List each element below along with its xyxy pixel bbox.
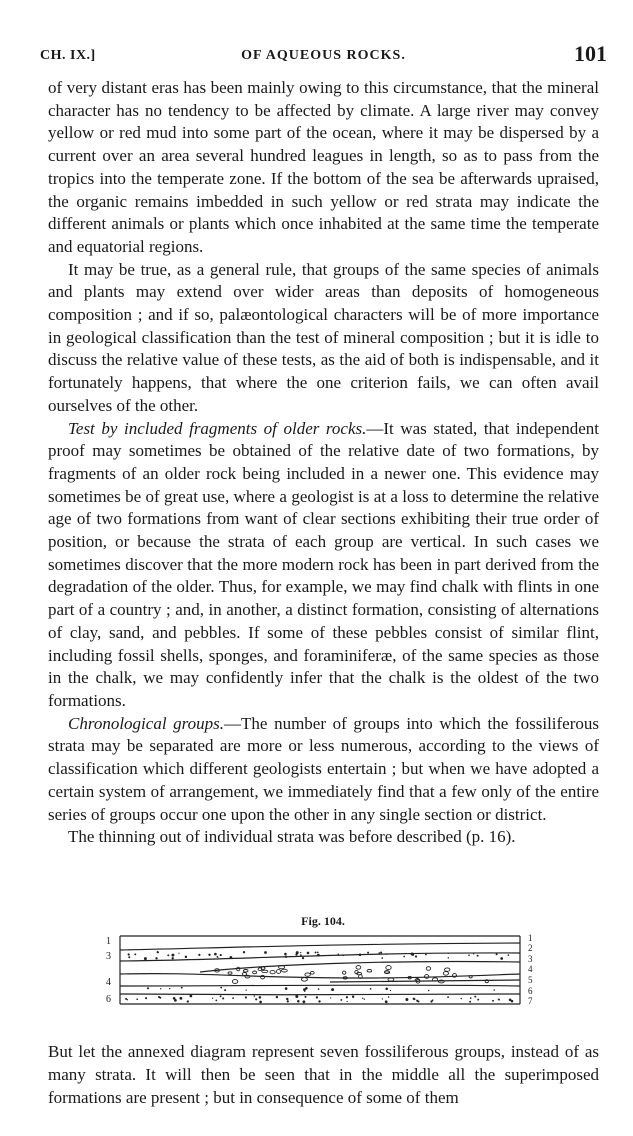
right-stratum-label: 1 bbox=[528, 934, 533, 943]
sediment-dot bbox=[302, 957, 304, 959]
stratum-boundary bbox=[120, 985, 520, 986]
pebble bbox=[243, 970, 248, 973]
running-title: OF AQUEOUS ROCKS. bbox=[241, 48, 406, 63]
stratum-boundary bbox=[120, 974, 520, 978]
stratum-boundary bbox=[330, 980, 520, 982]
sediment-dot bbox=[307, 952, 310, 955]
stratum-boundary bbox=[120, 943, 520, 950]
sediment-dot bbox=[134, 953, 136, 955]
pebble bbox=[438, 980, 444, 983]
sediment-dot bbox=[295, 954, 297, 956]
body-text bbox=[48, 77, 599, 849]
right-stratum-label: 3 bbox=[528, 954, 533, 964]
figure-caption: Fig. 104. bbox=[301, 914, 345, 928]
sediment-dot bbox=[382, 998, 383, 999]
sediment-dot bbox=[303, 1000, 306, 1003]
sediment-dot bbox=[287, 1000, 289, 1002]
sediment-dot bbox=[169, 988, 170, 989]
sediment-dot bbox=[447, 996, 449, 998]
sediment-dot bbox=[316, 996, 318, 998]
sediment-dot bbox=[418, 1001, 420, 1003]
sediment-dot bbox=[510, 999, 511, 1000]
pebble bbox=[253, 971, 257, 974]
paragraph-text: The thinning out of individual strata was before described (p. 16). bbox=[68, 827, 516, 847]
sediment-dot bbox=[214, 953, 217, 956]
sediment-dot bbox=[208, 954, 210, 956]
sediment-dot bbox=[304, 991, 305, 992]
sediment-dot bbox=[432, 999, 434, 1001]
pebble bbox=[469, 976, 472, 978]
sediment-dot bbox=[317, 952, 319, 954]
sediment-dot bbox=[159, 997, 161, 999]
sediment-dot bbox=[362, 998, 363, 999]
pebble bbox=[232, 980, 237, 984]
sediment-dot bbox=[318, 988, 320, 990]
right-stratum-label: 6 bbox=[528, 986, 533, 996]
sediment-dot bbox=[346, 996, 348, 998]
sediment-dot bbox=[198, 954, 200, 956]
sediment-dot bbox=[379, 952, 381, 954]
sediment-dot bbox=[157, 952, 159, 954]
continuation-text bbox=[48, 1040, 599, 1109]
sediment-dot bbox=[259, 1001, 262, 1004]
paragraph bbox=[48, 713, 599, 827]
sediment-dot bbox=[167, 954, 169, 956]
sediment-dot bbox=[243, 951, 245, 953]
pebble bbox=[386, 966, 391, 970]
sediment-dot bbox=[173, 997, 176, 1000]
sediment-dot bbox=[230, 956, 233, 959]
sediment-dot bbox=[145, 997, 147, 999]
paragraph bbox=[48, 418, 599, 713]
sediment-dot bbox=[403, 956, 405, 958]
sediment-dot bbox=[331, 988, 334, 991]
sediment-dot bbox=[317, 954, 320, 957]
pebble bbox=[343, 971, 346, 974]
sediment-dot bbox=[511, 1000, 514, 1003]
paragraph bbox=[48, 77, 599, 259]
stratum-boundary bbox=[120, 994, 520, 995]
sediment-dot bbox=[370, 988, 372, 990]
sediment-dot bbox=[496, 953, 498, 955]
sediment-dot bbox=[411, 953, 414, 956]
sediment-dot bbox=[386, 953, 388, 955]
sediment-dot bbox=[259, 996, 262, 999]
sediment-dot bbox=[304, 996, 306, 998]
sediment-dot bbox=[380, 951, 382, 953]
stratum-boundary bbox=[120, 953, 520, 961]
sediment-dot bbox=[276, 996, 278, 998]
sediment-dot bbox=[232, 997, 234, 999]
paragraph-lead-italic: Test by included fragments of older rocks. bbox=[68, 418, 367, 438]
sediment-dot bbox=[364, 999, 365, 1000]
sediment-dot bbox=[160, 988, 161, 989]
sediment-dot bbox=[220, 995, 222, 997]
sediment-dot bbox=[212, 998, 213, 999]
sediment-dot bbox=[178, 953, 179, 954]
sediment-dot bbox=[284, 953, 287, 956]
sediment-dot bbox=[285, 987, 288, 990]
sediment-dot bbox=[477, 955, 479, 957]
sediment-dot bbox=[461, 998, 462, 999]
pebble bbox=[270, 971, 275, 974]
sediment-dot bbox=[385, 988, 388, 991]
sediment-dot bbox=[428, 990, 430, 992]
sediment-dot bbox=[254, 996, 255, 997]
sediment-dot bbox=[286, 998, 288, 1000]
sediment-dot bbox=[474, 996, 476, 998]
right-stratum-label: 5 bbox=[528, 975, 533, 985]
sediment-dot bbox=[179, 997, 182, 1000]
sediment-dot bbox=[469, 1001, 471, 1003]
left-stratum-label: 1 bbox=[106, 936, 111, 947]
pebble bbox=[443, 972, 448, 976]
left-stratum-label: 4 bbox=[106, 977, 111, 988]
sediment-dot bbox=[144, 957, 147, 960]
sediment-dot bbox=[340, 999, 342, 1001]
sediment-dot bbox=[220, 987, 222, 989]
sediment-dot bbox=[413, 998, 415, 1000]
sediment-dot bbox=[338, 954, 339, 955]
sediment-dot bbox=[405, 998, 408, 1001]
sediment-dot bbox=[246, 989, 247, 990]
sediment-dot bbox=[147, 987, 149, 989]
sediment-dot bbox=[172, 957, 174, 959]
sediment-dot bbox=[318, 1000, 320, 1002]
sediment-dot bbox=[359, 954, 362, 957]
sediment-dot bbox=[448, 953, 449, 954]
sediment-dot bbox=[492, 1000, 494, 1002]
paragraph bbox=[48, 826, 599, 849]
sediment-dot bbox=[127, 999, 128, 1000]
sediment-dot bbox=[448, 957, 449, 958]
sediment-dot bbox=[415, 955, 417, 957]
sediment-dot bbox=[255, 998, 257, 1000]
sediment-dot bbox=[305, 987, 308, 990]
figure-104 bbox=[100, 914, 546, 1014]
left-stratum-label: 3 bbox=[106, 951, 111, 962]
pebble bbox=[367, 969, 372, 972]
sediment-dot bbox=[215, 1000, 217, 1002]
right-stratum-label: 7 bbox=[528, 996, 533, 1006]
sediment-dot bbox=[493, 989, 494, 990]
sediment-dot bbox=[381, 957, 383, 959]
sediment-dot bbox=[473, 953, 474, 954]
paragraph bbox=[48, 1040, 599, 1109]
strata-diagram bbox=[100, 934, 546, 1008]
paragraph-text: But let the annexed diagram represent seven fossiliferous groups, instead of as many strata. It will then be seen that in the middle all the superimposed formations are present ; but in consequence of some of them bbox=[48, 1042, 599, 1107]
pebble bbox=[445, 968, 450, 971]
sediment-dot bbox=[181, 987, 183, 989]
sediment-dot bbox=[217, 956, 218, 957]
paragraph-text: It may be true, as a general rule, that groups of the same species of animals and plants may extend over wider areas than deposits of homogeneous composition ; and if so, palæontological characters will be of more importance in geological classification than the test of mineral composition ; but it is idle to discuss the relative value of these tests, as the aid of both is indispensable, and it fortunately happens, that where the one criterion fails, we can often avail ourselves of the other. bbox=[48, 259, 599, 415]
pebble bbox=[301, 978, 307, 982]
sediment-dot bbox=[222, 997, 224, 999]
pebble bbox=[310, 971, 314, 974]
sediment-dot bbox=[347, 1001, 348, 1002]
sediment-dot bbox=[316, 955, 317, 956]
sediment-dot bbox=[285, 956, 287, 958]
sediment-dot bbox=[220, 954, 222, 956]
pebble bbox=[277, 970, 281, 974]
sediment-dot bbox=[500, 957, 503, 960]
paragraph-text: —It was stated, that independent proof may sometimes be obtained of the relative date of two formations, by fragments of an older rock being included in a newer one. This evidence may sometimes be of great use, where a geologist is at a loss to determine the relative age of two formations from want of clear sections exhibiting their true order of position, or because the strata of each group are vertical. In such cases we sometimes discover that the more modern rock has been in part derived from the degradation of the older. Thus, for example, we may find chalk with flints in one part of a country ; and, in another, a distinct formation, consisting of alternations of clay, sand, and pebbles. If some of these pebbles consist of similar flint, including fossil shells, sponges, and foraminiferæ, of the same species as those in the chalk, we may confidently infer that the chalk is the oldest of the two formations. bbox=[48, 418, 599, 710]
sediment-dot bbox=[300, 952, 301, 953]
pebble bbox=[305, 973, 310, 976]
sediment-dot bbox=[190, 995, 193, 998]
sediment-dot bbox=[128, 953, 130, 955]
paragraph-text: of very distant eras has been mainly owing to this circumstance, that the mineral character has no tendency to be affected by climate. A large river may convey yellow or red mud into some part of the ocean, where it may be dispersed by a current over an area several hundred leagues in length, so as to pass from the tropics into the temperate zone. If the bottom of the sea be afterwards upraised, the organic remains imbedded in such yellow or red strata may indicate the different animals or plants which once inhabited at the same time the temperate and equatorial regions. bbox=[48, 78, 599, 256]
sediment-dot bbox=[470, 997, 472, 999]
sediment-dot bbox=[156, 958, 158, 960]
sediment-dot bbox=[187, 1000, 189, 1002]
sediment-dot bbox=[171, 954, 174, 957]
sediment-dot bbox=[136, 998, 138, 1000]
sediment-dot bbox=[343, 955, 345, 957]
pebble bbox=[388, 978, 394, 981]
sediment-dot bbox=[508, 954, 510, 956]
sediment-dot bbox=[295, 995, 298, 998]
pebble bbox=[385, 971, 390, 974]
sediment-dot bbox=[128, 956, 130, 958]
pebble bbox=[282, 969, 288, 972]
sediment-dot bbox=[390, 990, 391, 991]
sediment-dot bbox=[367, 952, 369, 954]
right-stratum-label: 2 bbox=[528, 943, 533, 953]
paragraph bbox=[48, 259, 599, 418]
pebble bbox=[228, 972, 232, 974]
sediment-dot bbox=[385, 1000, 388, 1003]
chapter-reference: CH. IX.] bbox=[40, 48, 96, 63]
pebble bbox=[245, 975, 250, 978]
right-stratum-label: 4 bbox=[528, 964, 533, 974]
sediment-dot bbox=[425, 954, 427, 956]
pebble bbox=[262, 970, 268, 972]
sediment-dot bbox=[352, 996, 354, 998]
sediment-dot bbox=[330, 997, 331, 998]
sediment-dot bbox=[468, 954, 470, 956]
pebble bbox=[356, 966, 361, 970]
sediment-dot bbox=[224, 989, 226, 991]
sediment-dot bbox=[297, 1000, 300, 1003]
sediment-dot bbox=[185, 956, 187, 958]
left-stratum-label: 6 bbox=[106, 994, 111, 1005]
pebble bbox=[426, 967, 430, 971]
sediment-dot bbox=[477, 999, 479, 1001]
sediment-dot bbox=[300, 954, 302, 956]
sediment-dot bbox=[264, 951, 267, 954]
sediment-dot bbox=[388, 996, 390, 998]
running-header bbox=[40, 40, 607, 70]
paragraph-lead-italic: Chronological groups. bbox=[68, 713, 225, 733]
paragraph-text: —The number of groups into which the fossiliferous strata may be separated are more or less numerous, according to the views of classification which different geologists entertain ; but when we have adopted a certain system of arrangement, we immediately find that a few only of the entire series of groups occur one upon the other in any single section or district. bbox=[48, 713, 599, 824]
sediment-dot bbox=[315, 951, 317, 953]
sediment-dot bbox=[245, 996, 247, 998]
page-number: 101 bbox=[574, 41, 607, 66]
sediment-dot bbox=[498, 999, 500, 1001]
